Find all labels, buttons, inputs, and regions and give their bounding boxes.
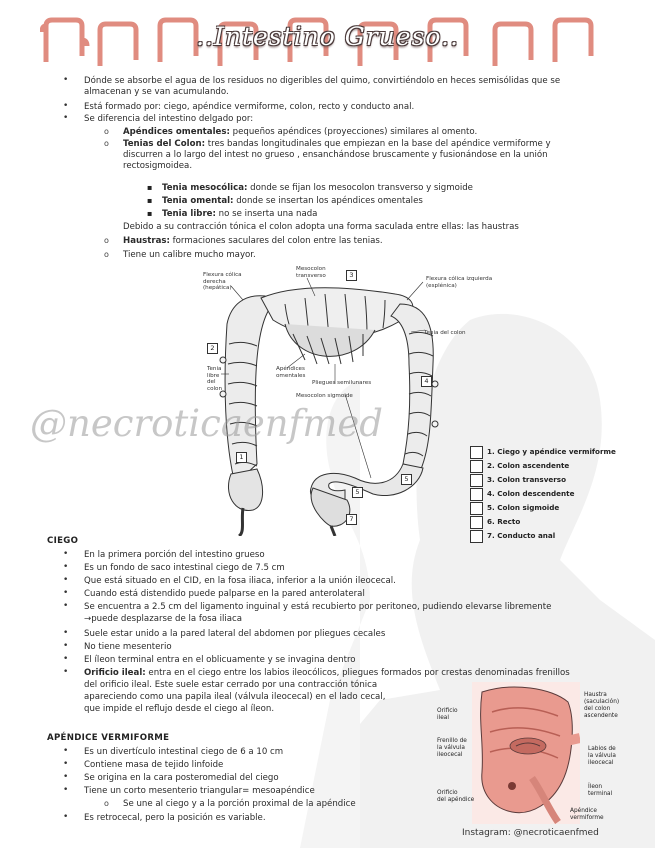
label-tenia-colon: Tenia del colon (424, 330, 466, 336)
legend-item: 4. Colon descendente (487, 489, 575, 498)
diagram-number-box: 5 (401, 474, 412, 485)
sub-bullet: o (104, 139, 109, 148)
bullet-dot: • (63, 588, 69, 598)
ciego-line: No tiene mesenterio (84, 642, 172, 652)
diagram-number-box: 3 (346, 270, 357, 281)
page-title: ..Intestino Grueso.. (196, 22, 459, 51)
legend-item: 3. Colon transverso (487, 475, 567, 484)
orificio-line: del orificio ileal. Este suele estar cerrado por una contracción tónica (84, 680, 378, 690)
label-mesocolon-transverso: Mesocolon transverso (296, 266, 326, 279)
ciego-line: Que está situado en el CID, en la fosa iliaca, inferior a la unión ileocecal. (84, 576, 396, 586)
bullet-dot: • (63, 654, 69, 664)
label-apendices-omentales: Apéndices omentales (276, 366, 306, 379)
bullet-dot: • (63, 628, 69, 638)
sub-sub-bullet: ▪ (147, 183, 153, 192)
ciego-line: El íleon terminal entra en el oblicuamente y se invagina dentro (84, 655, 356, 665)
sub-bullet: o (104, 236, 109, 245)
apendice-line: Es un divertículo intestinal ciego de 6 a 10 cm (84, 747, 284, 757)
ciego-line: →puede desplazarse de la fosa iliaca (84, 614, 243, 624)
orificio-line: Orificio ileal: entra en el ciego entre los labios ileocólicos, pliegues formados por crestas denominadas frenillos (84, 668, 570, 678)
tenia-item: Tenia omental: donde se insertan los apéndices omentales (162, 196, 423, 206)
intro-line: Se diferencia del intestino delgado por: (84, 114, 254, 124)
section-heading-ciego: CIEGO (47, 536, 79, 546)
tenia-item: Tenia libre: no se inserta una nada (162, 209, 318, 219)
ciego-line: Cuando está distendido puede palparse en la pared anterolateral (84, 589, 365, 599)
diagram-number-box: 1 (236, 452, 247, 463)
label-pliegues: Pliegues semilunares (312, 380, 372, 386)
tenia-item: Tenia mesocólica: donde se fijan los mesocolon transverso y sigmoide (162, 183, 473, 193)
diff-item: discurren a lo largo del intest no grueso , ensanchándose bruscamente y fusionándose en la unión (123, 150, 548, 160)
ciego-line: Se encuentra a 2.5 cm del ligamento inguinal y está recubierto por peritoneo, pudiendo elevarse libremente (84, 602, 552, 612)
instagram-credit: Instagram: @necroticaenfmed (462, 828, 599, 838)
diff-item: Tenias del Colon: tres bandas longitudinales que empiezan en la base del apéndice vermiforme y (123, 139, 551, 149)
label-labios: Labios de la válvula ileocecal (588, 746, 616, 766)
bullet-dot: • (63, 812, 69, 822)
legend-checkbox (470, 460, 483, 473)
diagram-number-box: 2 (207, 343, 218, 354)
sub-sub-bullet: ▪ (147, 209, 153, 218)
label-tenia-libre: Tenia libre del colon (207, 366, 223, 392)
legend-checkbox (470, 474, 483, 487)
bullet-dot: • (63, 601, 69, 611)
legend-item: 7. Conducto anal (487, 531, 556, 540)
label-mesocolon-sigmoide: Mesocolon sigmoide (296, 393, 353, 399)
label-ileon: Íleon terminal (588, 784, 613, 797)
label-flexura-izquierda: Flexura cólica izquierda (esplénica) (426, 276, 493, 289)
label-orificio-apendice: Orificio del apéndice (437, 790, 475, 803)
diagram-number-box: 4 (421, 376, 432, 387)
haustras-item: Haustras: formaciones saculares del colon entre las tenias. (123, 236, 383, 246)
sub-sub-bullet: ▪ (147, 196, 153, 205)
ileocecal-valve-figure (472, 682, 580, 824)
bullet-dot: • (63, 641, 69, 651)
ciego-line: Suele estar unido a la pared lateral del abdomen por pliegues cecales (84, 629, 386, 639)
bullet-dot: • (63, 549, 69, 559)
watermark: @necroticaenfmed (30, 402, 383, 445)
apendice-line: Se origina en la cara posteromedial del ciego (84, 773, 279, 783)
diagram-number-box: 7 (346, 514, 357, 525)
label-haustra: Haustra (saculación) del colon ascendente (584, 692, 620, 719)
legend-item: 1. Ciego y apéndice vermiforme (487, 447, 616, 456)
legend-checkbox (470, 502, 483, 515)
apendice-sub-line: Se une al ciego y a la porción proximal de la apéndice (123, 799, 356, 809)
apendice-line: Tiene un corto mesenterio triangular= mesoapéndice (84, 786, 315, 796)
ciego-line: En la primera porción del intestino grueso (84, 550, 265, 560)
legend-item: 5. Colon sigmoide (487, 503, 560, 512)
ciego-line: Es un fondo de saco intestinal ciego de 7.5 cm (84, 563, 285, 573)
label-orificio-ileal: Orificio ileal (437, 708, 458, 721)
diff-item: Apéndices omentales: pequeños apéndices (proyecciones) similares al omento. (123, 127, 478, 137)
bullet-dot: • (63, 759, 69, 769)
label-frenillo: Frenillo de la válvula ileocecal (437, 738, 467, 758)
diff-item: rectosigmoidea. (123, 161, 193, 171)
sub-bullet: o (104, 127, 109, 136)
legend-checkbox (470, 488, 483, 501)
section-heading-apendice: APÉNDICE VERMIFORME (47, 733, 170, 743)
bullet-dot: • (63, 746, 69, 756)
legend-item: 6. Recto (487, 517, 521, 526)
contraction-text: Debido a su contracción tónica el colon adopta una forma saculada entre ellas: las haustras (123, 222, 519, 232)
intro-line: almacenan y se van acumulando. (84, 87, 229, 97)
label-flexura-derecha: Flexura cólica derecha (hepática) (203, 272, 242, 291)
bullet-dot: • (63, 785, 69, 795)
bullet-dot: • (63, 75, 69, 85)
legend-checkbox (470, 530, 483, 543)
large-intestine-diagram (195, 264, 455, 536)
label-apendice: Apéndice vermiforme (570, 808, 604, 821)
orificio-line: apareciendo como una papila ileal (válvula ileocecal) en el lado cecal, (84, 692, 386, 702)
diagram-number-box: 5 (352, 487, 363, 498)
sub-bullet: o (104, 799, 109, 808)
legend-checkbox (470, 446, 483, 459)
apendice-line: Es retrocecal, pero la posición es variable. (84, 813, 266, 823)
sub-bullet: o (104, 250, 109, 259)
orificio-line: que impide el reflujo desde el ciego al íleon. (84, 704, 275, 714)
bullet-dot: • (63, 667, 69, 677)
bullet-dot: • (63, 101, 69, 111)
intro-line: Está formado por: ciego, apéndice vermiforme, colon, recto y conducto anal. (84, 102, 415, 112)
intro-line: Dónde se absorbe el agua de los residuos no digeribles del quimo, convirtiéndolo en heces semisólidas que se (84, 76, 561, 86)
legend-checkbox (470, 516, 483, 529)
apendice-line: Contiene masa de tejido linfoide (84, 760, 224, 770)
caliber-item: Tiene un calibre mucho mayor. (123, 250, 256, 260)
bullet-dot: • (63, 562, 69, 572)
legend-item: 2. Colon ascendente (487, 461, 570, 470)
bullet-dot: • (63, 575, 69, 585)
bullet-dot: • (63, 113, 69, 123)
bullet-dot: • (63, 772, 69, 782)
